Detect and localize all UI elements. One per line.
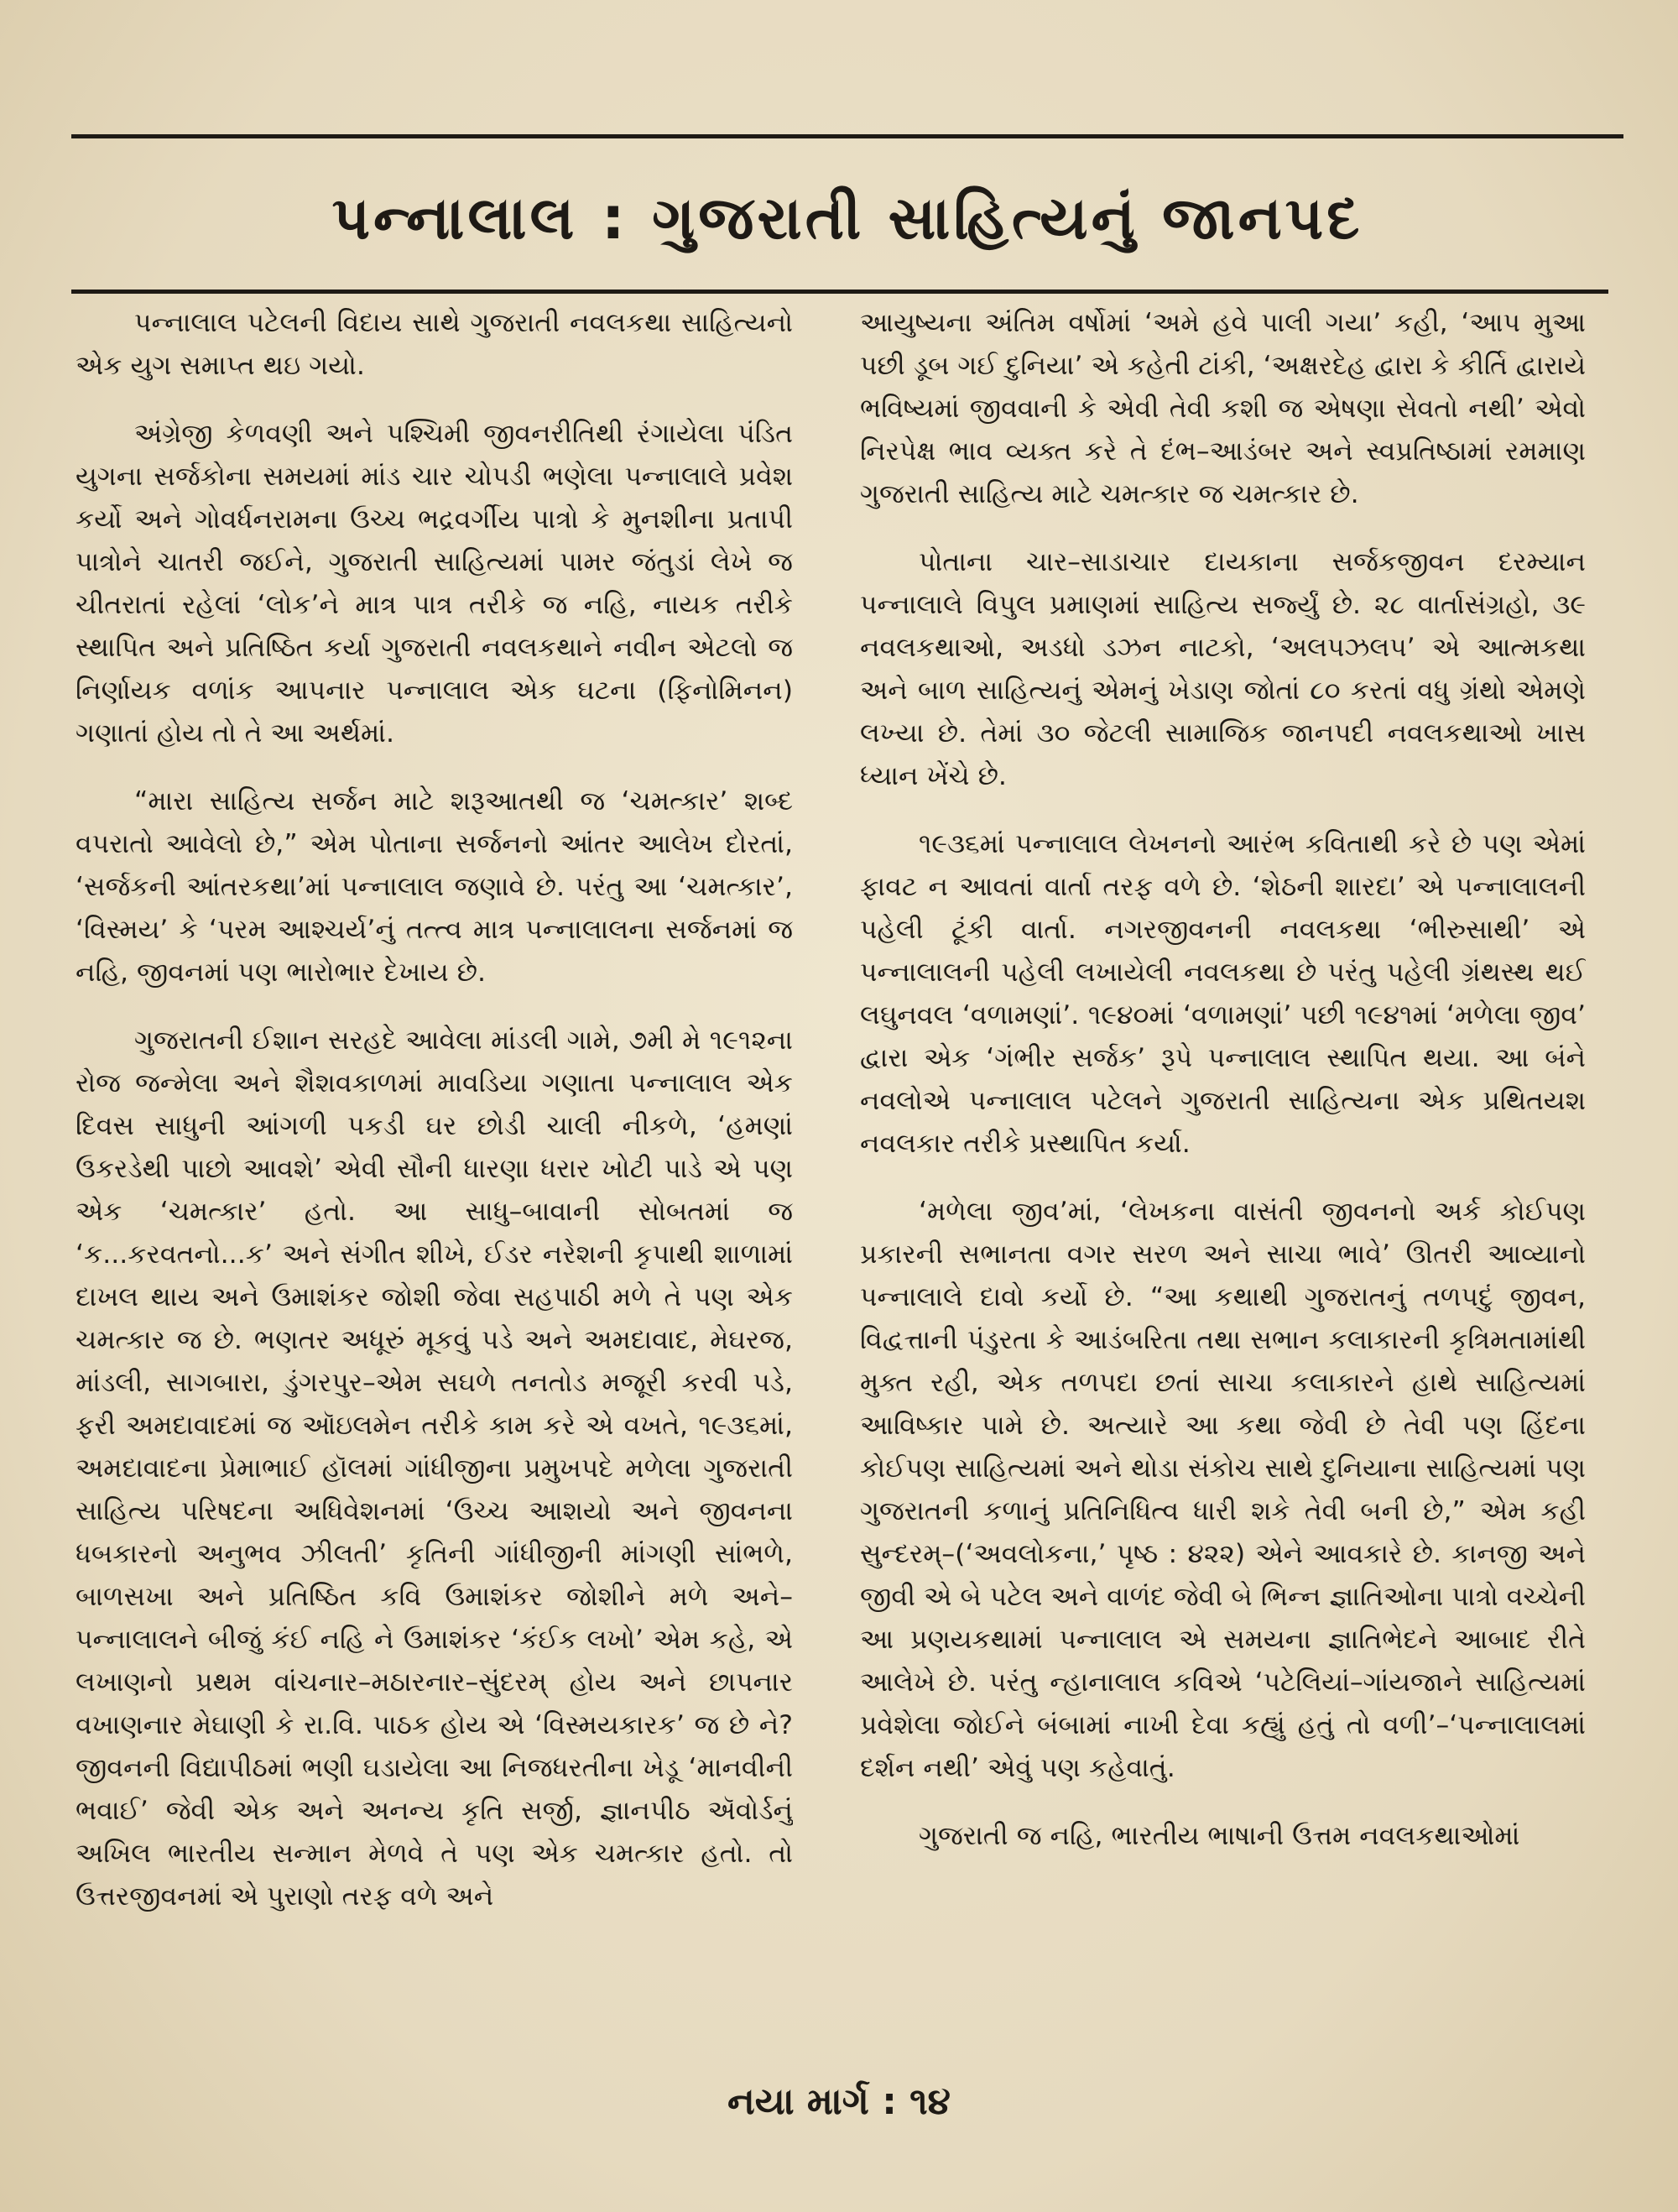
left-column bbox=[76, 302, 793, 2031]
paragraph: ગુજરાતી જ નહિ, ભારતીય ભાષાની ઉત્તમ નવલકથાઓમાં bbox=[919, 1821, 1520, 1851]
page-footer: નયા માર્ગ : ૧૪ bbox=[727, 2080, 951, 2123]
paragraph: “મારા સાહિત્ય સર્જન માટે શરૂઆતથી જ ‘ચમત્કાર’ શબ્દ વપરાતો આવેલો છે,” એમ પોતાના સર્જનનો આંતર આલેખ દોરતાં, ‘સર્જકની આંતરકથા’માં પન્નાલાલ જણાવે છે. પરંતુ આ ‘ચમત્કાર’, ‘વિસ્મય’ કે ‘પરમ આશ્ચર્ય’નું તત્ત્વ માત્ર પન્નાલાલના સર્જનમાં જ નહિ, જીવનમાં પણ ભારોભાર દેખાય છે. bbox=[76, 786, 793, 988]
right-column bbox=[860, 302, 1586, 2031]
paragraph: ‘મળેલા જીવ’માં, ‘લેખકના વાસંતી જીવનનો અર્ક કોઈપણ પ્રકારની સભાનતા વગર સરળ અને સાચા ભાવે’ ઊતરી આવ્યાનો પન્નાલાલે દાવો કર્યો છે. “આ કથાથી ગુજરાતનું તળપદું જીવન, વિદ્વત્તાની પંડુરતા કે આડંબરિતા તથા સભાન કલાકારની કૃત્રિમતામાંથી મુક્ત રહી, એક તળપદા છતાં સાચા કલાકારને હાથે સાહિત્યમાં આવિષ્કાર પામે છે. અત્યારે આ કથા જેવી છે તેવી પણ હિંદના કોઈપણ સાહિત્યમાં અને થોડા સંકોચ સાથે દુનિયાના સાહિત્યમાં પણ ગુજરાતની કળાનું પ્રતિનિધિત્વ ધારી શકે તેવી બની છે,” એમ કહી સુન્દરમ્–(‘અવલોકના,’ પૃષ્ઠ : ૪૨૨) એને આવકારે છે. કાનજી અને જીવી એ બે પટેલ અને વાળંદ જેવી બે ભિન્ન જ્ઞાતિઓના પાત્રો વચ્ચેની આ પ્રણયકથામાં પન્નાલાલ એ સમયના જ્ઞાતિભેદને આબાદ રીતે આલેખે છે. પરંતુ ન્હાનાલાલ કવિએ ‘પટેલિયાં–ગાંયજાને સાહિત્યમાં પ્રવેશેલા જોઈને બંબામાં નાખી દેવા કહ્યું હતું તો વળી’–‘પન્નાલાલમાં દર્શન નથી’ એવું પણ કહેવાતું. bbox=[860, 1197, 1586, 1783]
paragraph: અંગ્રેજી કેળવણી અને પશ્ચિમી જીવનરીતિથી રંગાયેલા પંડિત યુગના સર્જકોના સમયમાં માંડ ચાર ચોપડી ભણેલા પન્નાલાલે પ્રવેશ કર્યો અને ગોવર્ધનરામના ઉચ્ચ ભદ્રવર્ગીય પાત્રો કે મુનશીના પ્રતાપી પાત્રોને ચાતરી જઈને, ગુજરાતી સાહિત્યમાં પામર જંતુડાં લેખે જ ચીતરાતાં રહેલાં ‘લોક’ને માત્ર પાત્ર તરીકે જ નહિ, નાયક તરીકે સ્થાપિત અને પ્રતિષ્ઠિત કર્યા ગુજરાતી નવલકથાને નવીન એટલો જ નિર્ણાયક વળાંક આપનાર પન્નાલાલ એક ઘટના (ફિનોમિનન) ગણાતાં હોય તો તે આ અર્થમાં. bbox=[76, 419, 793, 749]
top-rule bbox=[71, 134, 1623, 138]
paragraph: પન્નાલાલ પટેલની વિદાય સાથે ગુજરાતી નવલકથા સાહિત્યનો એક યુગ સમાપ્ત થઇ ગયો. bbox=[76, 308, 793, 381]
paragraph-continued: આયુષ્યના અંતિમ વર્ષોમાં ‘અમે હવે પાલી ગયા’ કહી, ‘આપ મુઆ પછી ડૂબ ગઈ દુનિયા’ એ કહેતી ટાંકી, ‘અક્ષરદેહ દ્વારા કે કીર્તિ દ્વારાયે ભવિષ્યમાં જીવવાની કે એવી તેવી કશી જ એષણા સેવતો નથી’ એવો નિરપેક્ષ ભાવ વ્યક્ત કરે તે દંભ–આડંબર અને સ્વપ્રતિષ્ઠામાં રમમાણ ગુજરાતી સાહિત્ય માટે ચમત્કાર જ ચમત્કાર છે. bbox=[860, 308, 1586, 509]
article-title: પન્નાલાલ : ગુજરાતી સાહિત્યનું જાનપદ bbox=[331, 184, 1363, 253]
title-rule bbox=[71, 290, 1608, 294]
paragraph: ગુજરાતની ઈશાન સરહદે આવેલા માંડલી ગામે, ૭મી મે ૧૯૧૨ના રોજ જન્મેલા અને શૈશવકાળમાં માવડિયા ગણાતા પન્નાલાલ એક દિવસ સાધુની આંગળી પકડી ઘર છોડી ચાલી નીકળે, ‘હમણાં ઉકરડેથી પાછો આવશે’ એવી સૌની ધારણા ધરાર ખોટી પાડે એ પણ એક ‘ચમત્કાર’ હતો. આ સાધુ–બાવાની સોબતમાં જ ‘ક...કરવતનો...ક’ અને સંગીત શીખે, ઈડર નરેશની કૃપાથી શાળામાં દાખલ થાય અને ઉમાશંકર જોશી જેવા સહપાઠી મળે તે પણ એક ચમત્કાર જ છે. ભણતર અધૂરું મૂકવું પડે અને અમદાવાદ, મેઘરજ, માંડલી, સાગબારા, ડુંગરપુર–એમ સઘળે તનતોડ મજૂરી કરવી પડે, ફરી અમદાવાદમાં જ ઑઇલમેન તરીકે કામ કરે એ વખતે, ૧૯૩૬માં, અમદાવાદના પ્રેમાભાઈ હૉલમાં ગાંધીજીના પ્રમુખપદે મળેલા ગુજરાતી સાહિત્ય પરિષદના અધિવેશનમાં ‘ઉચ્ચ આશયો અને જીવનના ધબકારનો અનુભવ ઝીલતી’ કૃતિની ગાંધીજીની માંગણી સાંભળે, બાળસખા અને પ્રતિષ્ઠિત કવિ ઉમાશંકર જોશીને મળે અને–પન્નાલાલને બીજું કંઈ નહિ ને ઉમાશંકર ‘કંઈક લખો’ એમ કહે, એ લખાણનો પ્રથમ વાંચનાર–મઠારનાર–સુંદરમ્ હોય અને છાપનાર વખાણનાર મેઘાણી કે રા.વિ. પાઠક હોય એ ‘વિસ્મયકારક’ જ છે ને? જીવનની વિદ્યાપીઠમાં ભણી ઘડાયેલા આ નિજધરતીના ખેડૂ ‘માનવીની ભવાઈ’ જેવી એક અને અનન્ય કૃતિ સર્જી, જ્ઞાનપીઠ ઍવોર્ડનું અખિલ ભારતીય સન્માન મેળવે તે પણ એક ચમત્કાર હતો. તો ઉત્તરજીવનમાં એ પુરાણો તરફ વળે અને bbox=[76, 1025, 793, 1912]
paragraph: પોતાના ચાર–સાડાચાર દાયકાના સર્જકજીવન દરમ્યાન પન્નાલાલે વિપુલ પ્રમાણમાં સાહિત્ય સર્જ્યું છે. ૨૮ વાર્તાસંગ્રહો, ૩૯ નવલકથાઓ, અડધો ડઝન નાટકો, ‘અલપઝલપ’ એ આત્મકથા અને બાળ સાહિત્યનું એમનું ખેડાણ જોતાં ૮૦ કરતાં વધુ ગ્રંથો એમણે લખ્યા છે. તેમાં ૩૦ જેટલી સામાજિક જાનપદી નવલકથાઓ ખાસ ધ્યાન ખેંચે છે. bbox=[860, 547, 1586, 791]
paragraph: ૧૯૩૬માં પન્નાલાલ લેખનનો આરંભ કવિતાથી કરે છે પણ એમાં ફાવટ ન આવતાં વાર્તા તરફ વળે છે. ‘શેઠની શારદા’ એ પન્નાલાલની પહેલી ટૂંકી વાર્તા. નગરજીવનની નવલકથા ‘ભીરુસાથી’ એ પન્નાલાલની પહેલી લખાયેલી નવલકથા છે પરંતુ પહેલી ગ્રંથસ્થ થઈ લઘુનવલ ‘વળામણાં’. ૧૯૪૦માં ‘વળામણાં’ પછી ૧૯૪૧માં ‘મળેલા જીવ’ દ્વારા એક ‘ગંભીર સર્જક’ રૂપે પન્નાલાલ સ્થાપિત થયા. આ બંને નવલોએ પન્નાલાલ પટેલને ગુજરાતી સાહિત્યના એક પ્રથિતયશ નવલકાર તરીકે પ્રસ્થાપિત કર્યા. bbox=[860, 829, 1586, 1159]
